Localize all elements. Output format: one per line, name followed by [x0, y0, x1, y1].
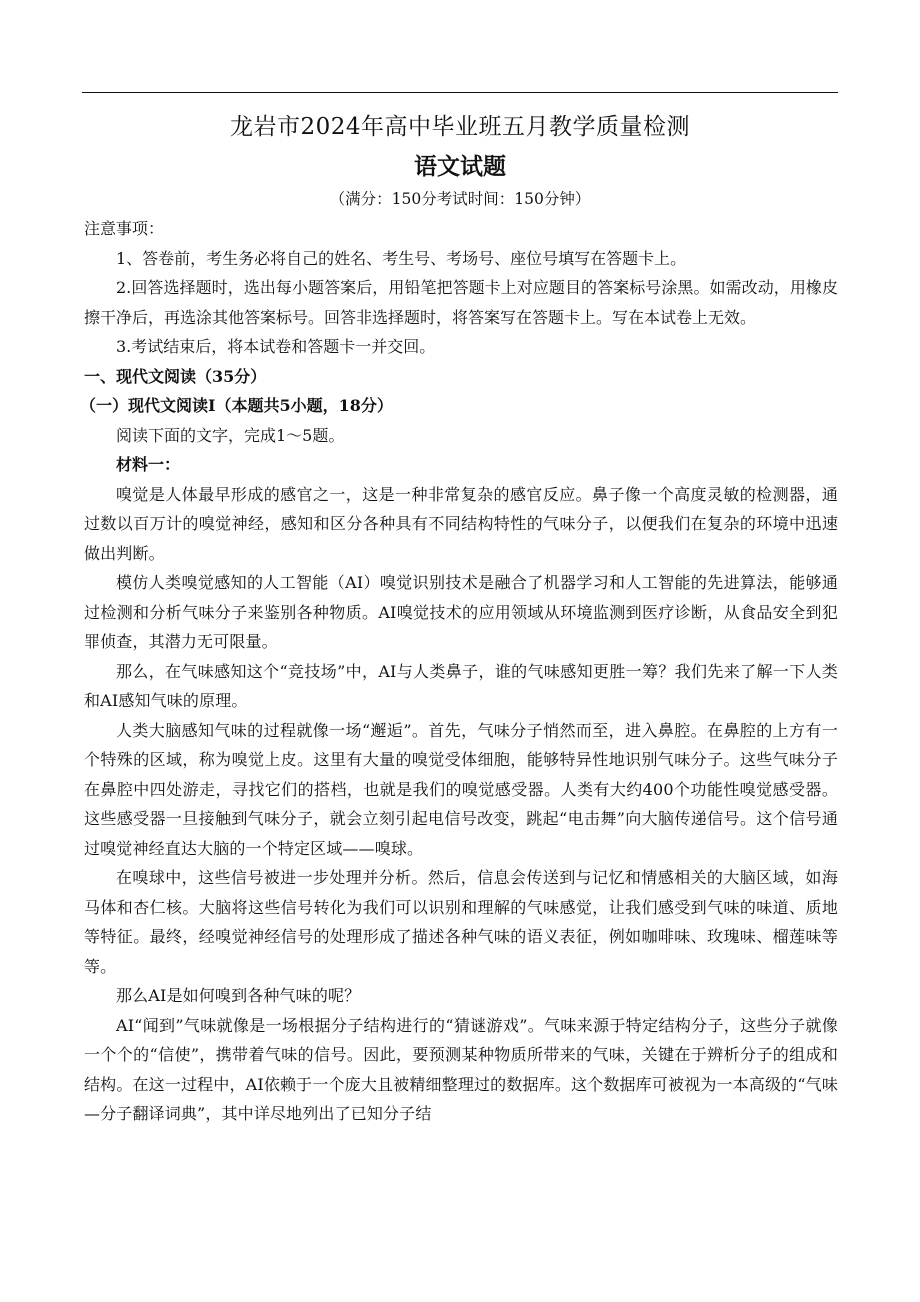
notice-item-1: 1、答卷前，考生务必将自己的姓名、考生号、考场号、座位号填写在答题卡上。 — [116, 248, 687, 268]
material-label: 材料一： — [116, 455, 181, 474]
notice-label: 注意事项： — [84, 219, 165, 238]
header-rule — [82, 92, 838, 93]
reading-instruction: 阅读下面的文字，完成1～5题。 — [116, 425, 345, 445]
subject-title: 语文试题 — [414, 153, 506, 180]
section-heading: 一、现代文阅读（35分） — [84, 366, 267, 386]
passage-paragraph-1: 嗅觉是人体最早形成的感官之一，这是一种非常复杂的感官反应。鼻子像一个高度灵敏的检测器，通过数以百万计的嗅觉神经，感知和区分各种具有不同结构特性的气味分子，以便我们在复杂的环境中迅速做出判断。 — [84, 484, 838, 563]
passage-paragraph-7: AI“闻到”气味就像是一场根据分子结构进行的“猜谜游戏”。气味来源于特定结构分子，这些分子就像一个个的“信使”，携带着气味的信号。因此，要预测某种物质所带来的气味，关键在于辨析分子的组成和结构。在这一过程中，AI依赖于一个庞大且被精细整理过的数据库。这个数据库可被视为一本高级的“气味—分子翻译词典”，其中详尽地列出了已知分子结 — [84, 1015, 838, 1123]
passage-paragraph-4: 人类大脑感知气味的过程就像一场“邂逅”。首先，气味分子悄然而至，进入鼻腔。在鼻腔的上方有一个特殊的区域，称为嗅觉上皮。这里有大量的嗅觉受体细胞，能够特异性地识别气味分子。这些气味分子在鼻腔中四处游走，寻找它们的搭档，也就是我们的嗅觉感受器。人类有大约400个功能性嗅觉感受器。这些感受器一旦接触到气味分子，就会立刻引起电信号改变，跳起“电击舞”向大脑传递信号。这个信号通过嗅觉神经直达大脑的一个特定区域——嗅球。 — [84, 720, 838, 858]
notice-item-3: 3.考试结束后，将本试卷和答题卡一并交回。 — [116, 337, 436, 356]
passage-paragraph-2: 模仿人类嗅觉感知的人工智能（AI）嗅觉识别技术是融合了机器学习和人工智能的先进算法，能够通过检测和分析气味分子来鉴别各种物质。AI嗅觉技术的应用领域从环境监测到医疗诊断，从食品安全到犯罪侦查，其潜力无可限量。 — [84, 573, 838, 651]
score-time-info: （满分：150分考试时间：150分钟） — [329, 190, 591, 208]
subsection-heading: （一）现代文阅读Ⅰ（本题共5小题，18分） — [80, 396, 393, 415]
passage-paragraph-3: 那么，在气味感知这个“竞技场”中，AI与人类鼻子，谁的气味感知更胜一筹？我们先来了解一下人类和AI感知气味的原理。 — [84, 661, 838, 710]
exam-title: 龙岩市2024年高中毕业班五月教学质量检测 — [229, 114, 691, 140]
passage-paragraph-6: 那么AI是如何嗅到各种气味的呢？ — [116, 986, 361, 1005]
notice-item-2: 2.回答选择题时，选出每小题答案后，用铅笔把答题卡上对应题目的答案标号涂黑。如需改动，用橡皮擦干净后，再选涂其他答案标号。回答非选择题时，将答案写在答题卡上。写在本试卷上无效。 — [84, 278, 838, 327]
passage-paragraph-5: 在嗅球中，这些信号被进一步处理并分析。然后，信息会传送到与记忆和情感相关的大脑区域，如海马体和杏仁核。大脑将这些信号转化为我们可以识别和理解的气味感觉，让我们感受到气味的味道、质地等特征。最终，经嗅觉神经信号的处理形成了描述各种气味的语义表征，例如咖啡味、玫瑰味、榴莲味等等。 — [84, 868, 838, 976]
exam-body — [80, 214, 838, 1129]
